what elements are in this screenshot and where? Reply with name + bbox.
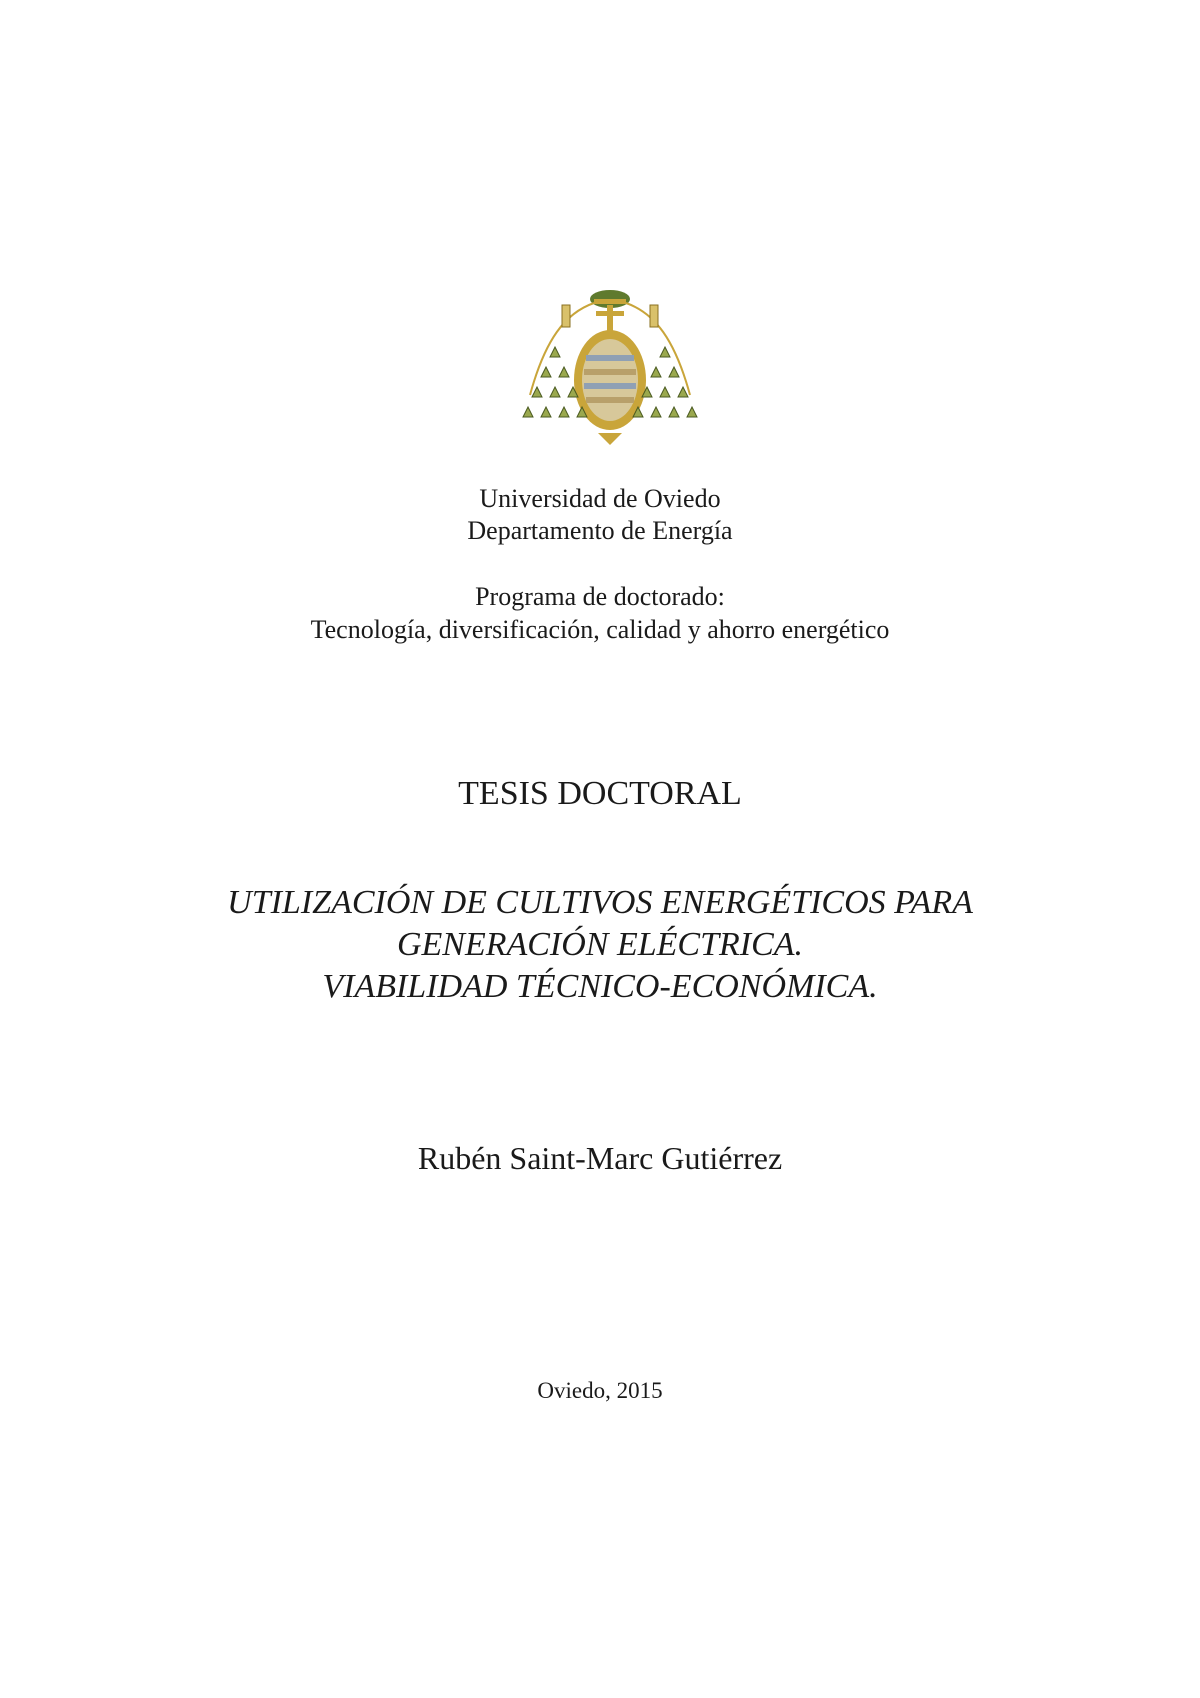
department-name: Departamento de Energía [467,516,733,545]
university-name: Universidad de Oviedo [479,484,721,513]
thesis-title-line-2: GENERACIÓN ELÉCTRICA. [396,926,804,963]
program-label: Programa de doctorado: [475,582,725,611]
university-crest-icon [510,285,710,450]
place-date: Oviedo, 2015 [537,1378,663,1403]
author-name: Rubén Saint-Marc Gutiérrez [417,1140,783,1176]
program-name: Tecnología, diversificación, calidad y ahorro energético [310,615,890,644]
thesis-title-line-1: UTILIZACIÓN DE CULTIVOS ENERGÉTICOS PARA [227,884,973,921]
document-type: TESIS DOCTORAL [458,775,742,812]
thesis-title-line-3: VIABILIDAD TÉCNICO-ECONÓMICA. [322,968,878,1005]
